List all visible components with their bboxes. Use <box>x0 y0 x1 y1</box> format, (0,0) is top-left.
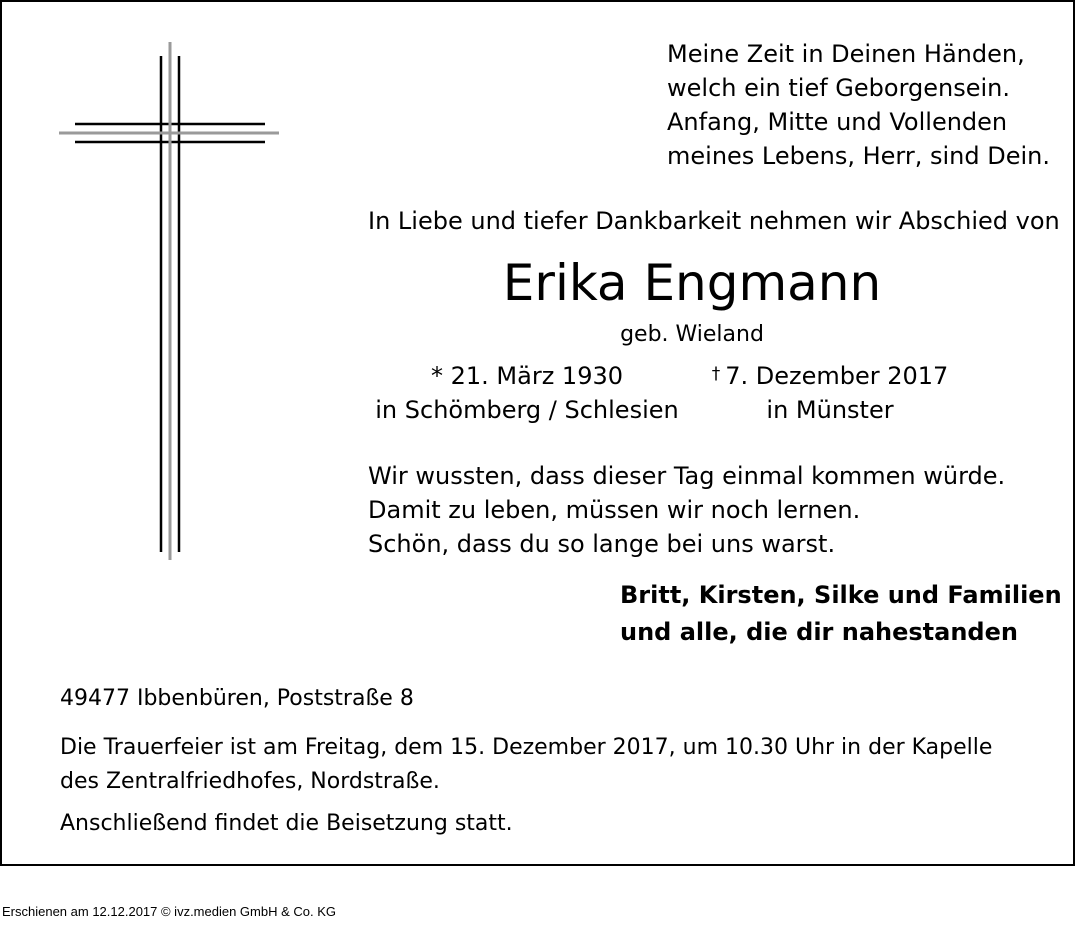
address: 49477 Ibbenbüren, Poststraße 8 <box>60 686 414 711</box>
verse-line: Schön, dass du so lange bei uns warst. <box>368 530 836 558</box>
mourners-line: Britt, Kirsten, Silke und Familien <box>620 581 1062 609</box>
motto-line: meines Lebens, Herr, sind Dein. <box>667 142 1050 170</box>
birth-place: in Schömberg / Schlesien <box>375 396 679 424</box>
ceremony-line: Die Trauerfeier ist am Freitag, dem 15. Dezember 2017, um 10.30 Uhr in der Kapelle <box>60 735 993 760</box>
ceremony-line: des Zentralfriedhofes, Nordstraße. <box>60 769 440 794</box>
birth-name: geb. Wieland <box>620 322 764 347</box>
death-info <box>692 359 968 427</box>
mourners <box>620 577 1062 651</box>
death-date: 7. Dezember 2017 <box>725 362 949 390</box>
intro-text: In Liebe und tiefer Dankbarkeit nehmen wir Abschied von <box>368 207 1060 235</box>
ceremony-info <box>60 731 992 799</box>
deceased-name: Erika Engmann <box>502 254 882 312</box>
verse-line: Wir wussten, dass dieser Tag einmal kommen würde. <box>368 462 1006 490</box>
farewell-verse <box>368 459 1005 561</box>
death-date-line <box>692 359 968 393</box>
publication-footer: Erschienen am 12.12.2017 © ivz.medien GmbH & Co. KG <box>2 904 337 919</box>
burial-info: Anschließend findet die Beisetzung statt. <box>60 811 513 836</box>
mourners-line: und alle, die dir nahestanden <box>620 618 1018 646</box>
birth-info <box>372 359 682 427</box>
death-place: in Münster <box>766 396 894 424</box>
motto-verse <box>667 37 1050 173</box>
dagger-icon: † <box>711 364 721 384</box>
motto-line: welch ein tief Geborgensein. <box>667 74 1011 102</box>
verse-line: Damit zu leben, müssen wir noch lernen. <box>368 496 861 524</box>
motto-line: Anfang, Mitte und Vollenden <box>667 108 1008 136</box>
birth-date: * 21. März 1930 <box>430 362 623 390</box>
motto-line: Meine Zeit in Deinen Händen, <box>667 40 1025 68</box>
